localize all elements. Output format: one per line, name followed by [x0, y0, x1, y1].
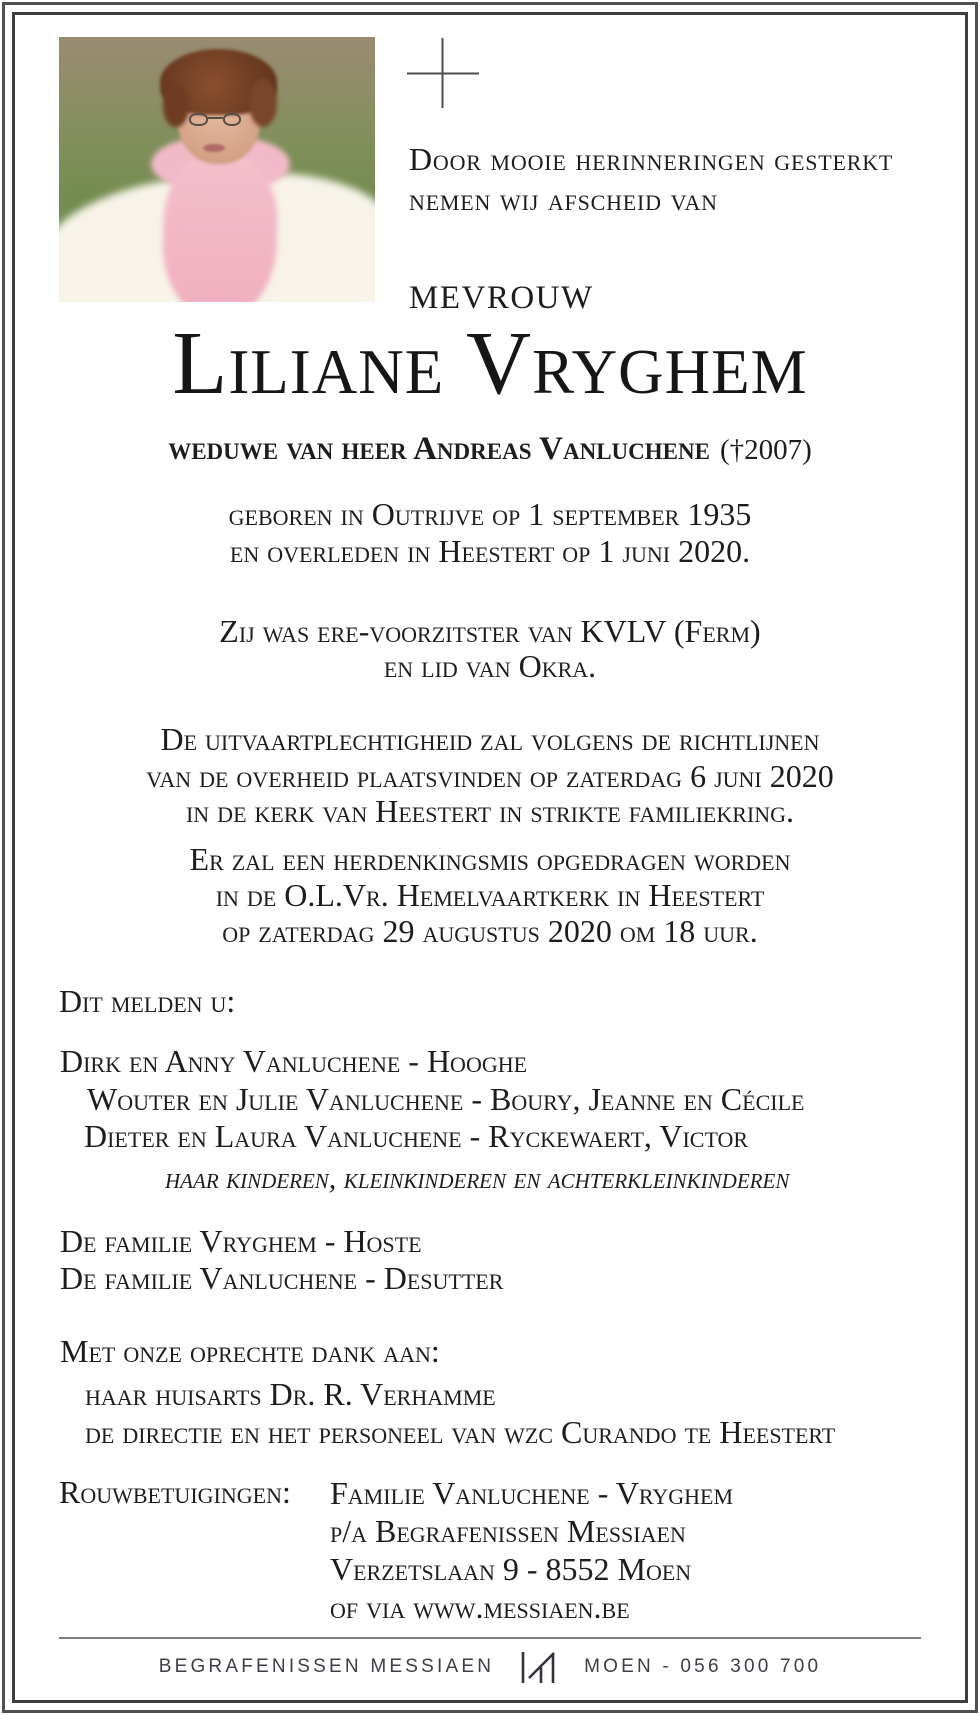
funeral-line-2: van de overheid plaatsvinden op zaterdag 6 juni 2020	[146, 758, 834, 794]
memorial-cross-icon	[406, 37, 480, 109]
widow-of-text: weduwe van heer Andreas Vanluchene	[168, 431, 710, 467]
salutation: MEVROUW	[409, 280, 594, 316]
hair-left-shape	[163, 85, 188, 127]
messiaen-logo-icon	[519, 1649, 559, 1685]
glasses-bridge	[207, 117, 223, 119]
announcement-label: Dit melden u:	[59, 983, 236, 1019]
memorial-line-1: Er zal een herdenkingsmis opgedragen worden	[189, 841, 791, 877]
pink-scarf-shape	[160, 152, 279, 302]
born-line: geboren in Outrijve op 1 september 1935	[228, 496, 752, 532]
deceased-name: Liliane Vryghem	[172, 314, 808, 413]
funeral-line-3: in de kerk van Heestert in strikte familiekring.	[185, 793, 795, 829]
glasses-right-lens	[223, 113, 241, 126]
thanks-item-1: haar huisarts Dr. R. Verhamme	[85, 1376, 496, 1412]
child-line-2: Wouter en Julie Vanluchene - Boury, Jeanne en Cécile	[87, 1081, 805, 1117]
condolences-line-2: p/a Begrafenissen Messiaen	[330, 1513, 686, 1549]
widow-line	[15, 430, 965, 469]
hair-right-shape	[249, 79, 277, 127]
died-line: en overleden in Heestert op 1 juni 2020.	[229, 533, 751, 569]
footer-company: BEGRAFENISSEN MESSIAEN	[158, 1656, 495, 1677]
child-line-3: Dieter en Laura Vanluchene - Ryckewaert, Victor	[84, 1118, 749, 1154]
intro-line-2: nemen wij afscheid van	[409, 181, 718, 217]
role-line-2: en lid van Okra.	[383, 648, 597, 684]
thanks-label: Met onze oprechte dank aan:	[60, 1333, 440, 1369]
intro-line-1: Door mooie herinneringen gesterkt	[409, 141, 894, 177]
condolences-address	[330, 1474, 733, 1626]
memorial-line-2: in de O.L.Vr. Hemelvaartkerk in Heestert	[215, 877, 765, 913]
footer-location-phone: MOEN - 056 300 700	[584, 1656, 822, 1677]
family-line-1: De familie Vryghem - Hoste	[60, 1223, 422, 1259]
footer-divider	[59, 1637, 921, 1639]
thanks-item-2: de directie en het personeel van wzc Curando te Heestert	[85, 1414, 836, 1450]
glasses-left-lens	[189, 113, 207, 126]
family-line-2: De familie Vanluchene - Desutter	[60, 1260, 504, 1296]
child-line-1: Dirk en Anny Vanluchene - Hooghe	[60, 1043, 528, 1079]
condolences-line-4: of via www.messiaen.be	[330, 1589, 630, 1625]
funeral-line-1: De uitvaartplechtigheid zal volgens de richtlijnen	[160, 721, 820, 757]
portrait-photo	[59, 37, 375, 302]
condolences-line-1: Familie Vanluchene - Vryghem	[330, 1475, 734, 1511]
children-note: haar kinderen, kleinkinderen en achterkleinkinderen	[165, 1162, 790, 1195]
footer	[0, 1646, 980, 1688]
memorial-line-3: op zaterdag 29 augustus 2020 om 18 uur.	[222, 913, 758, 949]
role-line-1: Zij was ere-voorzitster van KVLV (Ferm)	[219, 613, 761, 649]
condolences-label: Rouwbetuigingen:	[59, 1474, 291, 1510]
condolences-line-3: Verzetslaan 9 - 8552 Moen	[330, 1551, 692, 1587]
widow-year: (†2007)	[719, 434, 812, 466]
